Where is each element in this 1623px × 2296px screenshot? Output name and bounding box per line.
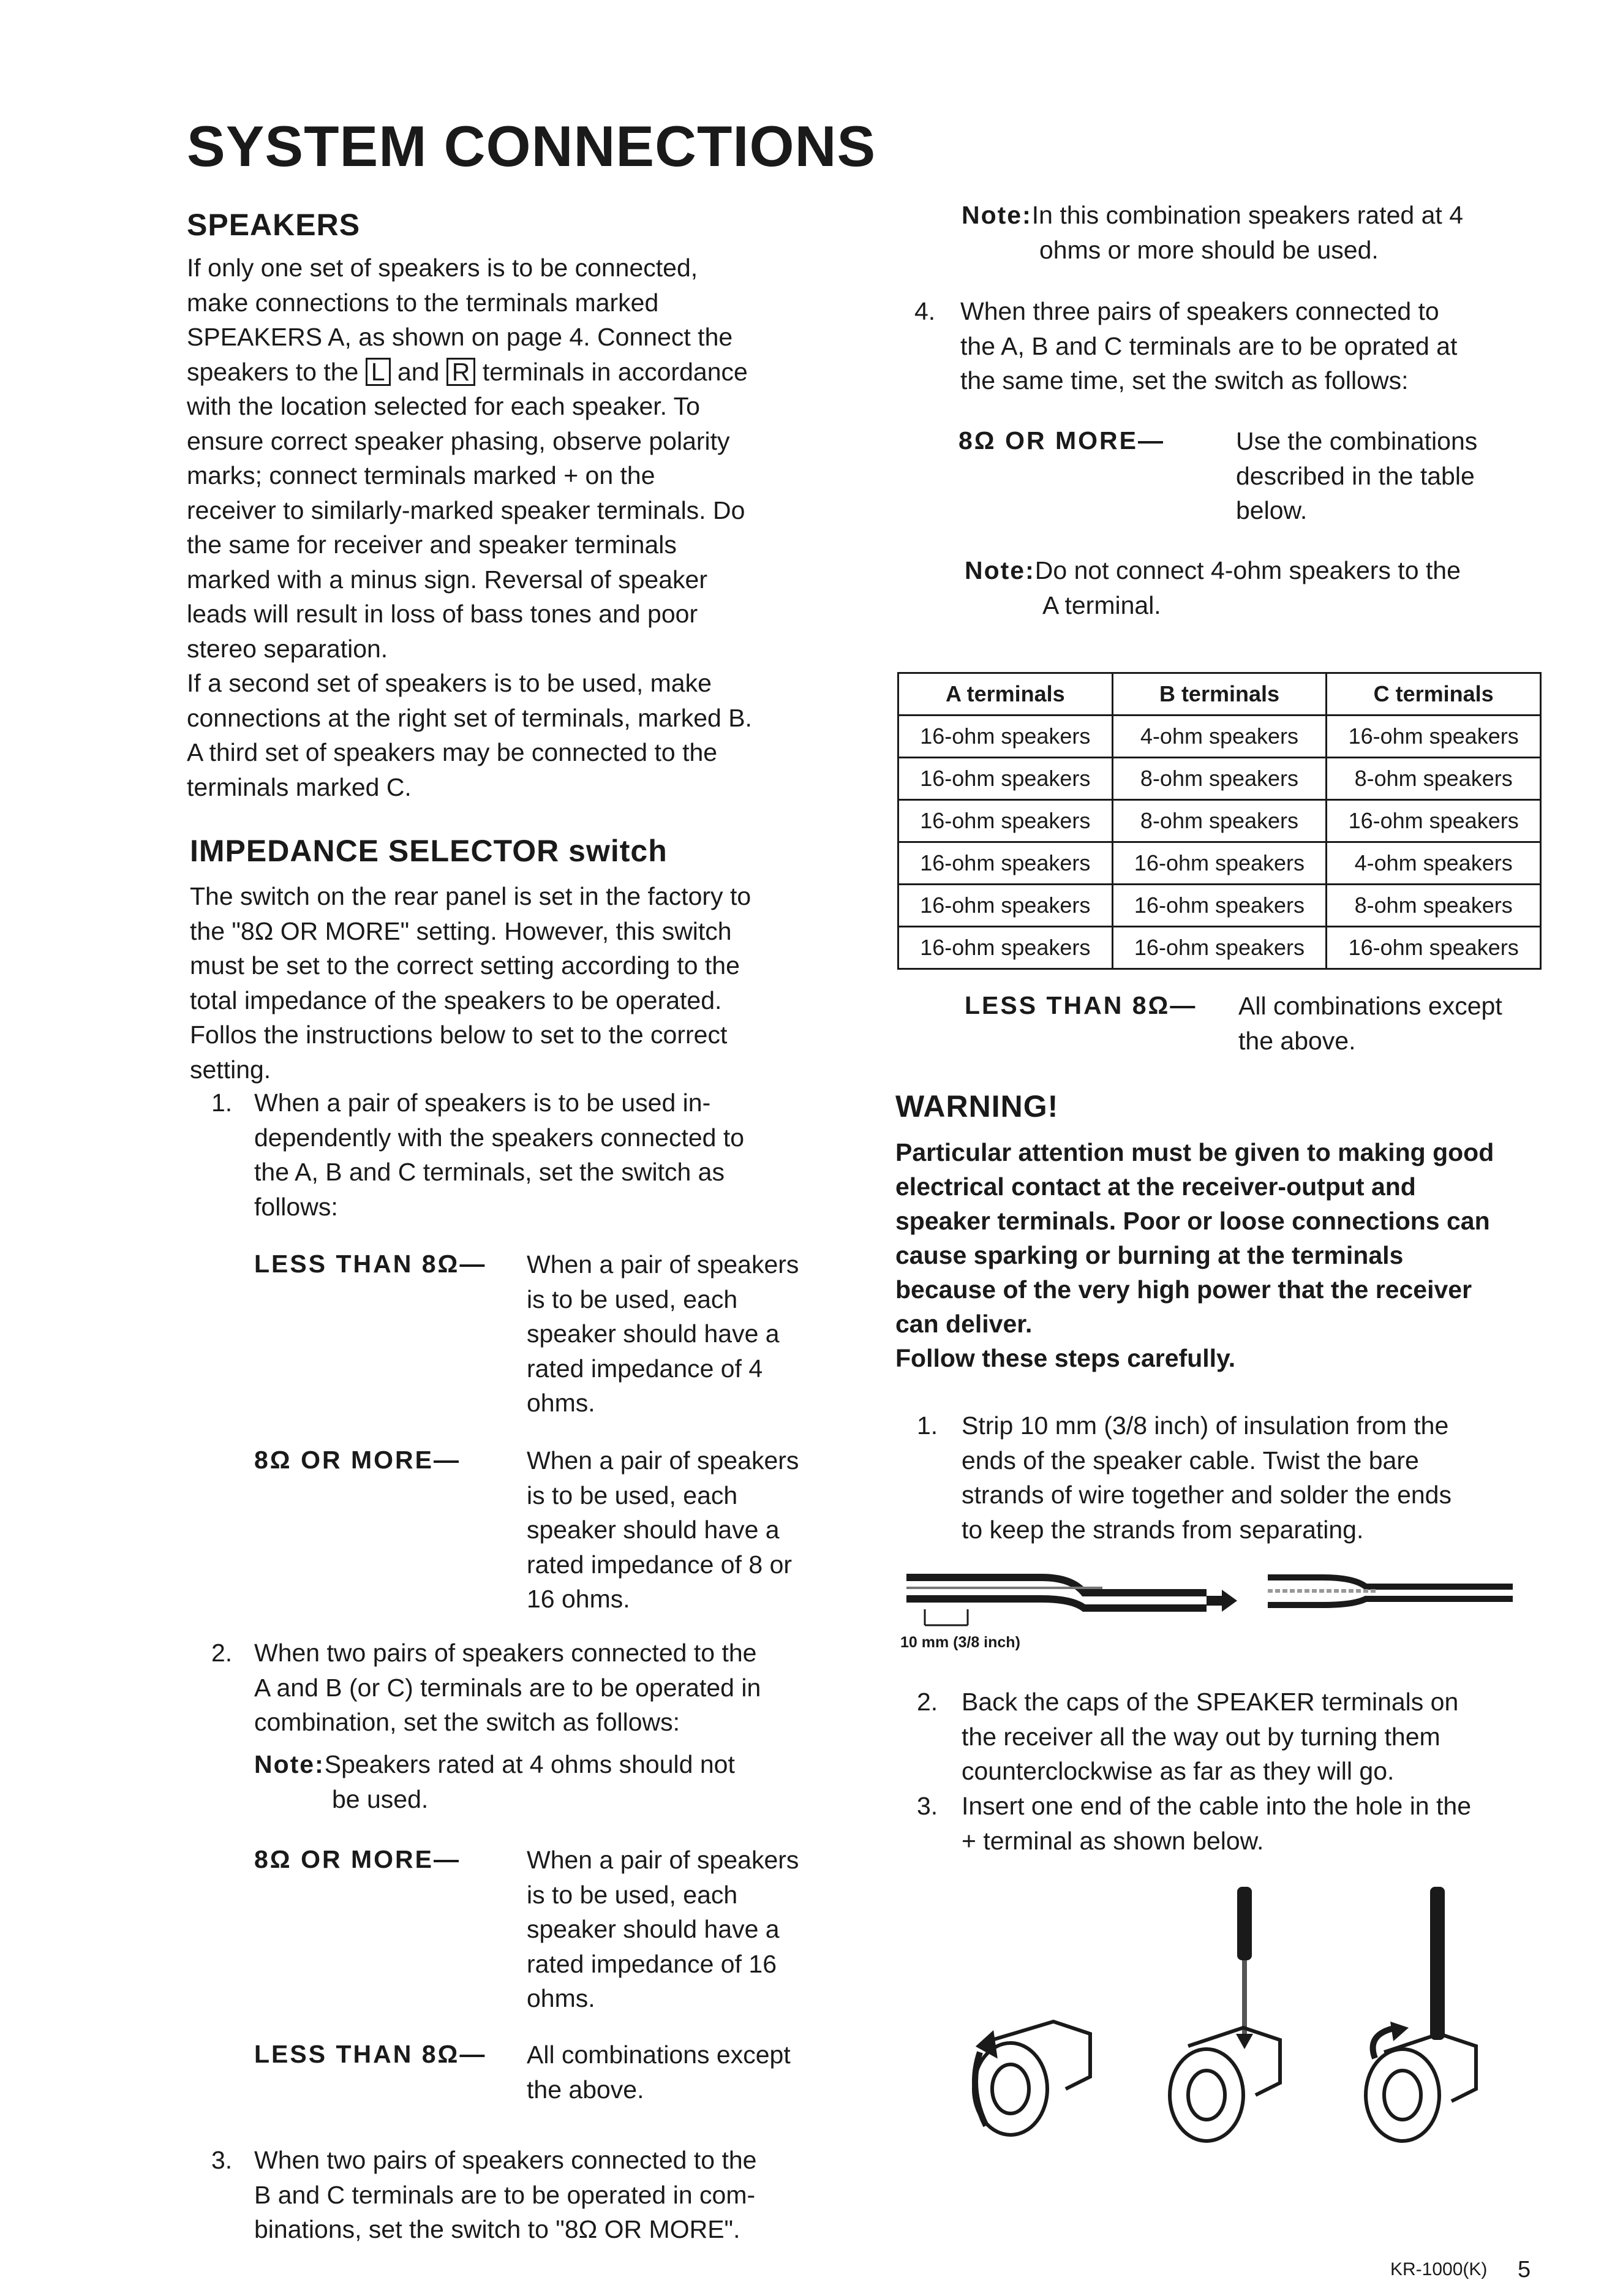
text-line: ensure correct speaker phasing, observe polarity [187,426,730,455]
text-line: the above. [527,2075,644,2104]
item3-text [254,2143,833,2247]
text-line: SPEAKERS A, as shown on page 4. Connect the [187,323,733,351]
table-cell: 16-ohm speakers [1327,800,1541,842]
text-fragment: terminals in accordance [482,357,748,386]
text-line: ends of the speaker cable. Twist the bare [962,1446,1419,1475]
text-line: marked with a minus sign. Reversal of speaker [187,565,707,594]
text-line: the same time, set the switch as follows: [960,366,1409,395]
text-line: follows: [254,1192,338,1221]
text-line: If a second set of speakers is to be used, make [187,669,712,697]
note-label: Note: [965,556,1035,584]
note-line: A terminal. [1042,591,1161,619]
text-line: stereo separation. [187,634,388,663]
table-cell: 16-ohm speakers [898,842,1113,885]
text-line: speaker terminals. Poor or loose connections can [895,1207,1490,1235]
text-line: When a pair of speakers [527,1250,799,1278]
less-than-8-label: LESS THAN 8Ω— [254,1250,487,1278]
text-line: to keep the strands from separating. [962,1515,1364,1544]
table-cell: 16-ohm speakers [898,927,1113,969]
text-line: is to be used, each [527,1880,738,1909]
text-line: must be set to the correct setting according to the [190,951,740,980]
text-line: setting. [190,1055,271,1084]
text-line: Strip 10 mm (3/8 inch) of insulation from the [962,1411,1449,1440]
text-line: When a pair of speakers [527,1446,799,1475]
text-line: + terminal as shown below. [962,1826,1264,1855]
speakers-heading: SPEAKERS [187,208,361,242]
item2-text [254,1636,833,1740]
text-line: 16 ohms. [527,1585,630,1613]
text-line: the receiver all the way out by turning them [962,1722,1440,1751]
item4-text [960,294,1543,398]
text-line: speaker should have a [527,1320,780,1348]
page-title: SYSTEM CONNECTIONS [187,114,876,178]
text-line: below. [1236,496,1308,524]
text-line: speaker should have a [527,1516,780,1544]
text-line: speaker should have a [527,1915,780,1943]
option-description [527,2037,833,2107]
text-line: combination, set the switch as follows: [254,1708,680,1736]
option-description [527,1843,833,2016]
text-line: leads will result in loss of bass tones and poor [187,600,698,628]
step3-text [962,1789,1543,1858]
column-header: C terminals [1327,673,1541,716]
warning-heading: WARNING! [895,1089,1059,1123]
item4-note [965,553,1546,622]
text-line: Follow these steps carefully. [895,1344,1236,1372]
text-line: rated impedance of 8 or [527,1550,793,1579]
text-line: the "8Ω OR MORE" setting. However, this switch [190,916,732,945]
8-or-more-label: 8Ω OR MORE— [254,1845,461,1873]
note-label: Note: [254,1750,325,1778]
arrow-right-icon [1207,1590,1237,1612]
text-line: because of the very high power that the receiver [895,1275,1472,1304]
speaker-terminal-illustration [968,1881,1519,2162]
item-number: 4. [914,297,936,325]
text-line: Particular attention must be given to making good [895,1138,1494,1166]
text-line: A and B (or C) terminals are to be operated in [254,1673,761,1702]
warning-text [895,1135,1545,1375]
table-cell: 16-ohm speakers [898,716,1113,758]
text-line: is to be used, each [527,1285,738,1313]
8-or-more-label: 8Ω OR MORE— [254,1446,461,1474]
table-row [898,716,1541,758]
text-line: described in the table [1236,461,1475,490]
item-number: 1. [211,1089,233,1117]
table-cell: 4-ohm speakers [1327,842,1541,885]
step-number: 3. [917,1792,938,1820]
text-fragment: and [397,357,440,386]
table-row [898,758,1541,800]
item-number: 2. [211,1639,233,1667]
option-description [1236,424,1543,528]
terminal-wire-insert-icon [1170,1887,1280,2141]
cable-strip-illustration [900,1565,1531,1645]
note-line [965,553,1546,588]
text-line: with the location selected for each speaker. To [187,392,700,420]
text-line: ohms. [527,1389,595,1417]
option-description [1238,989,1545,1058]
terminal-l-box: L [366,358,391,386]
text-line: electrical contact at the receiver-output and [895,1173,1416,1201]
table-cell: 16-ohm speakers [1327,927,1541,969]
table-row [898,842,1541,885]
note-text: Do not connect 4-ohm speakers to the [1034,556,1461,584]
step1-text [962,1408,1543,1547]
text-line: Use the combinations [1236,427,1478,455]
speakers-paragraph [187,251,830,804]
terminal-cap-tightened-icon [1366,1887,1476,2141]
text-line: the above. [1238,1026,1356,1055]
text-line: All combinations except [527,2041,791,2069]
text-line: rated impedance of 16 [527,1949,777,1978]
strip-length-caption: 10 mm (3/8 inch) [900,1634,1020,1651]
table-cell: 8-ohm speakers [1112,800,1327,842]
note-line: be used. [332,1784,429,1813]
impedance-combinations-table [897,672,1542,970]
table-row [898,927,1541,969]
column-header: A terminals [898,673,1113,716]
text-line: B and C terminals are to be operated in com- [254,2180,756,2209]
table-cell: 16-ohm speakers [1112,885,1327,927]
text-line: A third set of speakers may be connected to the [187,738,718,766]
table-header-row [898,673,1541,716]
8-or-more-label: 8Ω OR MORE— [958,426,1165,455]
option-description [527,1443,833,1617]
text-line: When three pairs of speakers connected to [960,297,1439,325]
model-code: KR-1000(K) [1390,2259,1488,2279]
text-line: terminals marked C. [187,772,412,801]
less-than-8-label: LESS THAN 8Ω— [254,2040,487,2068]
note-label: Note: [962,201,1032,229]
table-cell: 8-ohm speakers [1327,758,1541,800]
text-line-with-terminal-boxes [187,355,830,390]
page-number: 5 [1518,2257,1531,2283]
text-line: marks; connect terminals marked + on the [187,461,655,489]
text-line: the same for receiver and speaker terminals [187,531,677,559]
note-line: ohms or more should be used. [1039,235,1379,264]
table-cell: 8-ohm speakers [1112,758,1327,800]
text-line: The switch on the rear panel is set in the factory to [190,882,751,910]
impedance-heading: IMPEDANCE SELECTOR switch [190,834,668,868]
text-line: can deliver. [895,1310,1033,1338]
cable-after-icon [1268,1577,1513,1605]
table-cell: 16-ohm speakers [898,885,1113,927]
note-line [254,1747,833,1782]
text-line: When two pairs of speakers connected to the [254,1639,757,1667]
less-than-8-label: LESS THAN 8Ω— [965,991,1197,1019]
table-cell: 16-ohm speakers [898,758,1113,800]
table-cell: 16-ohm speakers [1327,716,1541,758]
text-line: ohms. [527,1984,595,2012]
text-line: cause sparking or burning at the terminals [895,1241,1404,1269]
text-line: strands of wire together and solder the ends [962,1481,1452,1509]
text-line: total impedance of the speakers to be operated. [190,986,722,1014]
column-header: B terminals [1112,673,1327,716]
step-number: 2. [917,1688,938,1716]
note-text: In this combination speakers rated at 4 [1031,201,1463,229]
text-line: Insert one end of the cable into the hole in the [962,1792,1471,1820]
note-text: Speakers rated at 4 ohms should not [324,1750,735,1778]
text-line: All combinations except [1238,992,1502,1020]
table-row [898,800,1541,842]
text-line: is to be used, each [527,1481,738,1509]
item-number: 3. [211,2146,233,2174]
option-description [527,1247,833,1421]
text-line: rated impedance of 4 [527,1354,763,1383]
table-row [898,885,1541,927]
table-cell: 16-ohm speakers [1112,842,1327,885]
item1-text [254,1086,833,1224]
text-line: dependently with the speakers connected to [254,1123,745,1152]
text-line: the A, B and C terminals are to be oprated at [960,331,1458,360]
text-line: Back the caps of the SPEAKER terminals on [962,1688,1459,1716]
text-line: When two pairs of speakers connected to the [254,2146,757,2174]
text-line: connections at the right set of terminals, marked B. [187,703,752,732]
text-line: make connections to the terminals marked [187,288,659,317]
terminal-r-box: R [446,358,476,386]
table-cell: 4-ohm speakers [1112,716,1327,758]
combination-note [962,198,1550,267]
impedance-intro [190,879,833,1087]
text-line: binations, set the switch to "8Ω OR MORE". [254,2215,740,2243]
step2-text [962,1685,1543,1789]
text-line: Follos the instructions below to set to the correct [190,1021,728,1049]
step-number: 1. [917,1411,938,1440]
text-line: When a pair of speakers [527,1846,799,1874]
text-line: counterclockwise as far as they will go. [962,1757,1395,1785]
text-line: receiver to similarly-marked speaker terminals. Do [187,496,745,524]
table-cell: 16-ohm speakers [898,800,1113,842]
text-line: the A, B and C terminals, set the switch as [254,1158,725,1186]
text-line: If only one set of speakers is to be connected, [187,254,698,282]
note-line [962,198,1550,233]
cable-before-icon [906,1577,1207,1625]
text-line: When a pair of speakers is to be used in- [254,1089,711,1117]
table-cell: 16-ohm speakers [1112,927,1327,969]
terminal-cap-unscrewed-icon [974,2022,1090,2135]
table-cell: 8-ohm speakers [1327,885,1541,927]
item2-note [254,1747,833,1816]
text-fragment: speakers to the [187,357,359,386]
